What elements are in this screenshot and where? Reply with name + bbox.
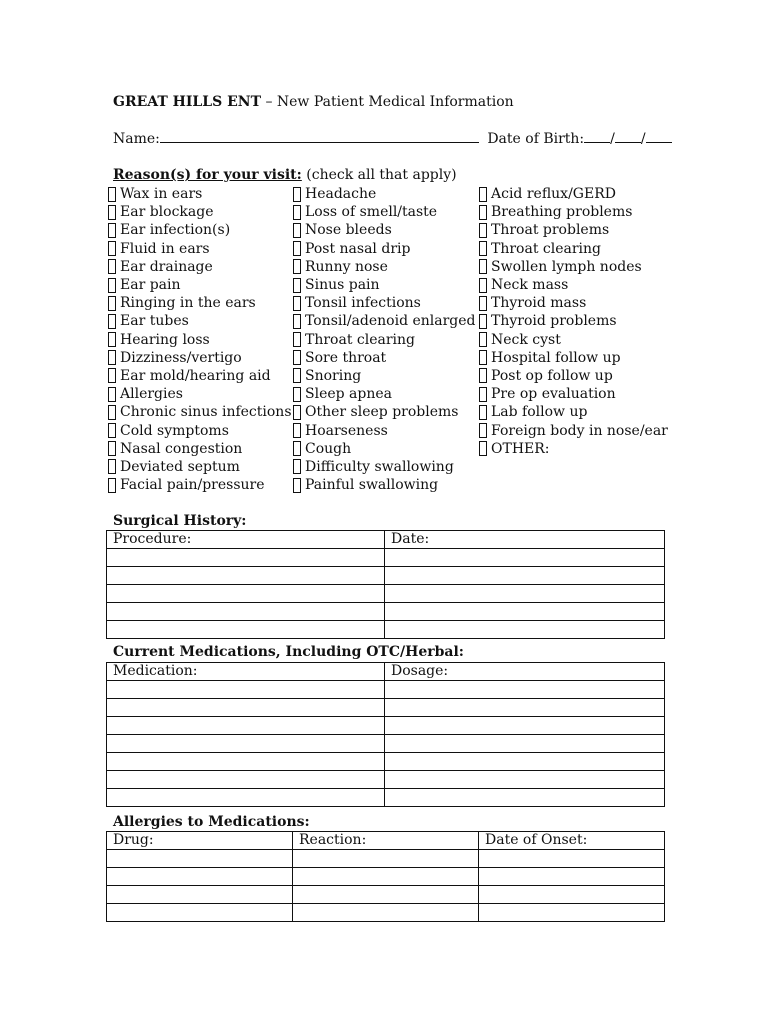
checkbox[interactable] (479, 387, 487, 402)
page-title (113, 94, 514, 110)
checkbox-label: Sinus pain (305, 277, 380, 294)
table-row (107, 789, 665, 807)
reaction-cell[interactable] (293, 850, 479, 868)
checkbox-label: Ear mold/hearing aid (120, 367, 271, 384)
reason-checkbox-item[interactable] (108, 385, 292, 403)
dob-separator: / (640, 131, 646, 147)
checkbox-label: Post op follow up (491, 367, 613, 384)
drug-cell[interactable] (107, 904, 293, 922)
checkbox-label: Snoring (305, 367, 362, 384)
checkbox[interactable] (479, 423, 487, 438)
reason-checkbox-item[interactable] (479, 421, 668, 439)
checkbox[interactable] (479, 205, 487, 220)
checkbox-label: Thyroid problems (491, 313, 617, 330)
checkbox[interactable] (108, 387, 116, 402)
reason-checkbox-item[interactable] (479, 349, 668, 367)
checkbox-label: Throat problems (491, 222, 610, 239)
checkbox-label: Other sleep problems (305, 404, 459, 421)
checkbox-label: Facial pain/pressure (120, 477, 265, 494)
procedure-cell[interactable] (107, 567, 385, 585)
date-cell[interactable] (385, 621, 665, 639)
checkbox[interactable] (479, 314, 487, 329)
table-row (107, 868, 665, 886)
reason-checkbox-item[interactable] (293, 440, 476, 458)
medications-table (106, 662, 665, 807)
drug-cell[interactable] (107, 868, 293, 886)
checkbox-label: Headache (305, 186, 377, 203)
checkbox-label: Difficulty swallowing (305, 458, 454, 475)
table-row (107, 717, 665, 735)
reason-checkbox-item[interactable] (293, 458, 476, 476)
checkbox[interactable] (479, 405, 487, 420)
checkbox[interactable] (479, 296, 487, 311)
checkbox[interactable] (293, 223, 301, 238)
checkbox-label: Breathing problems (491, 204, 633, 221)
dosage-cell[interactable] (385, 753, 665, 771)
reason-checkbox-item[interactable] (293, 349, 476, 367)
reason-checkbox-item[interactable] (293, 403, 476, 421)
table-row (107, 603, 665, 621)
procedure-header: Procedure: (107, 531, 385, 549)
checkbox-label: Chronic sinus infections (120, 404, 292, 421)
table-row (107, 904, 665, 922)
reason-checkbox-item[interactable] (108, 221, 292, 239)
reason-checkbox-item[interactable] (479, 403, 668, 421)
checkbox-label: Lab follow up (491, 404, 588, 421)
table-row (107, 585, 665, 603)
checkbox[interactable] (108, 368, 116, 383)
date-cell[interactable] (385, 603, 665, 621)
table-row (107, 753, 665, 771)
reaction-cell[interactable] (293, 868, 479, 886)
reason-checkbox-item[interactable] (293, 240, 476, 258)
checkbox[interactable] (108, 423, 116, 438)
table-row (107, 621, 665, 639)
checkbox[interactable] (108, 332, 116, 347)
checkbox[interactable] (108, 259, 116, 274)
date-header: Date: (385, 531, 665, 549)
reason-checkbox-item[interactable] (479, 294, 668, 312)
checkbox-label: OTHER: (491, 440, 550, 457)
checkbox-label: Fluid in ears (120, 240, 210, 257)
checkbox-label: Hearing loss (120, 331, 210, 348)
drug-cell[interactable] (107, 850, 293, 868)
checkbox[interactable] (108, 441, 116, 456)
checkbox[interactable] (479, 278, 487, 293)
reason-checkbox-item[interactable] (479, 185, 668, 203)
date-cell[interactable] (385, 549, 665, 567)
checkbox-label: Cold symptoms (120, 422, 229, 439)
medication-cell[interactable] (107, 717, 385, 735)
checkbox[interactable] (479, 241, 487, 256)
checkbox-label: Swollen lymph nodes (491, 258, 642, 275)
onset-cell[interactable] (479, 904, 665, 922)
drug-cell[interactable] (107, 886, 293, 904)
checkbox[interactable] (479, 368, 487, 383)
procedure-cell[interactable] (107, 621, 385, 639)
reason-checkbox-item[interactable] (108, 203, 292, 221)
checkbox-label: Ear pain (120, 277, 181, 294)
checkbox[interactable] (293, 350, 301, 365)
checkbox-label: Allergies (120, 386, 183, 403)
checkbox-label: Loss of smell/taste (305, 204, 438, 221)
checkbox[interactable] (108, 187, 116, 202)
checkbox[interactable] (108, 478, 116, 493)
checkbox-label: Dizziness/vertigo (120, 349, 242, 366)
reason-checkbox-item[interactable] (479, 203, 668, 221)
reaction-header: Reaction: (293, 832, 479, 850)
checkbox-label: Tonsil infections (305, 295, 421, 312)
checkbox-label: Tonsil/adenoid enlarged (305, 313, 476, 330)
table-row (107, 771, 665, 789)
reasons-note: (check all that apply) (306, 167, 457, 183)
reason-checkbox-item[interactable] (479, 367, 668, 385)
checkbox-label: Post nasal drip (305, 240, 411, 257)
reason-checkbox-item[interactable] (293, 294, 476, 312)
medication-cell[interactable] (107, 681, 385, 699)
reason-checkbox-item[interactable] (108, 421, 292, 439)
medications-title: Current Medications, Including OTC/Herbal: (113, 644, 464, 660)
table-row (107, 681, 665, 699)
reason-checkbox-item[interactable] (293, 258, 476, 276)
reason-checkbox-item[interactable] (108, 440, 292, 458)
checkbox[interactable] (293, 459, 301, 474)
checkbox-label: Deviated septum (120, 458, 240, 475)
reason-checkbox-item[interactable] (108, 294, 292, 312)
procedure-cell[interactable] (107, 549, 385, 567)
checkbox-label: Cough (305, 440, 352, 457)
checkbox[interactable] (108, 459, 116, 474)
table-row (107, 886, 665, 904)
reason-checkbox-item[interactable] (108, 331, 292, 349)
checkbox[interactable] (293, 278, 301, 293)
checkbox[interactable] (479, 259, 487, 274)
checkbox[interactable] (293, 368, 301, 383)
reason-checkbox-item[interactable] (479, 258, 668, 276)
checkbox-label: Ringing in the ears (120, 295, 256, 312)
checkbox[interactable] (293, 423, 301, 438)
onset-header: Date of Onset: (479, 832, 665, 850)
table-row (107, 735, 665, 753)
checkbox-label: Sore throat (305, 349, 387, 366)
allergies-table (106, 831, 665, 922)
checkbox-label: Ear blockage (120, 204, 214, 221)
dosage-cell[interactable] (385, 771, 665, 789)
reason-checkbox-item[interactable] (108, 276, 292, 294)
date-cell[interactable] (385, 585, 665, 603)
dosage-cell[interactable] (385, 717, 665, 735)
reason-checkbox-item[interactable] (479, 276, 668, 294)
dob-label: Date of Birth: (487, 131, 585, 147)
checkbox-label: Throat clearing (491, 240, 601, 257)
checkbox[interactable] (293, 296, 301, 311)
reason-checkbox-item[interactable] (108, 258, 292, 276)
table-row (107, 567, 665, 585)
table-row (107, 699, 665, 717)
reason-checkbox-item[interactable] (479, 240, 668, 258)
dob-day-field[interactable] (615, 130, 641, 143)
reason-checkbox-item[interactable] (479, 312, 668, 330)
reason-checkbox-item[interactable] (293, 203, 476, 221)
surgical-history-table (106, 530, 665, 639)
dosage-cell[interactable] (385, 681, 665, 699)
reasons-column-nose-throat (293, 185, 476, 494)
reason-checkbox-item[interactable] (108, 367, 292, 385)
dosage-cell[interactable] (385, 699, 665, 717)
reason-checkbox-item[interactable] (108, 476, 292, 494)
reason-checkbox-item[interactable] (479, 440, 668, 458)
surgical-history-title: Surgical History: (113, 513, 247, 529)
drug-header: Drug: (107, 832, 293, 850)
checkbox[interactable] (108, 241, 116, 256)
reason-checkbox-item[interactable] (293, 476, 476, 494)
reason-checkbox-item[interactable] (293, 312, 476, 330)
checkbox[interactable] (479, 223, 487, 238)
dob-year-field[interactable] (646, 130, 672, 143)
reaction-cell[interactable] (293, 886, 479, 904)
table-header-row (107, 663, 665, 681)
form-subtitle: – New Patient Medical Information (265, 94, 514, 110)
checkbox-label: Nasal congestion (120, 440, 243, 457)
name-field[interactable] (160, 130, 479, 143)
medication-cell[interactable] (107, 735, 385, 753)
checkbox[interactable] (108, 296, 116, 311)
procedure-cell[interactable] (107, 585, 385, 603)
checkbox-label: Wax in ears (120, 186, 203, 203)
checkbox[interactable] (293, 205, 301, 220)
reason-checkbox-item[interactable] (293, 385, 476, 403)
checkbox[interactable] (479, 332, 487, 347)
reason-checkbox-item[interactable] (293, 276, 476, 294)
checkbox[interactable] (293, 187, 301, 202)
reason-checkbox-item[interactable] (479, 221, 668, 239)
reasons-label: Reason(s) for your visit: (113, 167, 302, 183)
table-row (107, 850, 665, 868)
checkbox[interactable] (108, 223, 116, 238)
reasons-heading (113, 167, 457, 183)
date-cell[interactable] (385, 567, 665, 585)
onset-cell[interactable] (479, 850, 665, 868)
name-label: Name: (113, 131, 160, 147)
checkbox[interactable] (293, 314, 301, 329)
reason-checkbox-item[interactable] (108, 403, 292, 421)
medication-cell[interactable] (107, 789, 385, 807)
dosage-header: Dosage: (385, 663, 665, 681)
reason-checkbox-item[interactable] (108, 240, 292, 258)
reason-checkbox-item[interactable] (479, 385, 668, 403)
medication-cell[interactable] (107, 699, 385, 717)
checkbox-label: Ear tubes (120, 313, 189, 330)
checkbox-label: Foreign body in nose/ear (491, 422, 668, 439)
medication-header: Medication: (107, 663, 385, 681)
checkbox-label: Nose bleeds (305, 222, 392, 239)
checkbox-label: Acid reflux/GERD (491, 186, 616, 203)
reason-checkbox-item[interactable] (293, 331, 476, 349)
reaction-cell[interactable] (293, 904, 479, 922)
checkbox-label: Sleep apnea (305, 386, 393, 403)
reason-checkbox-item[interactable] (108, 458, 292, 476)
name-dob-row (113, 130, 672, 147)
reason-checkbox-item[interactable] (108, 349, 292, 367)
checkbox[interactable] (108, 314, 116, 329)
reasons-column-neck (479, 185, 668, 458)
reason-checkbox-item[interactable] (293, 367, 476, 385)
dosage-cell[interactable] (385, 789, 665, 807)
allergies-title: Allergies to Medications: (113, 814, 310, 830)
procedure-cell[interactable] (107, 603, 385, 621)
checkbox-label: Ear drainage (120, 258, 213, 275)
checkbox[interactable] (293, 332, 301, 347)
dosage-cell[interactable] (385, 735, 665, 753)
checkbox-label: Neck mass (491, 277, 569, 294)
checkbox[interactable] (293, 241, 301, 256)
checkbox[interactable] (293, 387, 301, 402)
reason-checkbox-item[interactable] (293, 185, 476, 203)
medication-cell[interactable] (107, 771, 385, 789)
checkbox[interactable] (108, 350, 116, 365)
checkbox-label: Painful swallowing (305, 477, 439, 494)
clinic-name: GREAT HILLS ENT (113, 94, 261, 110)
checkbox[interactable] (293, 405, 301, 420)
checkbox[interactable] (108, 278, 116, 293)
onset-cell[interactable] (479, 886, 665, 904)
checkbox-label: Neck cyst (491, 331, 561, 348)
reason-checkbox-item[interactable] (108, 185, 292, 203)
checkbox[interactable] (108, 405, 116, 420)
table-header-row (107, 531, 665, 549)
checkbox-label: Pre op evaluation (491, 386, 616, 403)
dob-separator: / (610, 131, 615, 147)
checkbox[interactable] (293, 478, 301, 493)
checkbox-label: Hospital follow up (491, 349, 621, 366)
checkbox[interactable] (479, 441, 487, 456)
onset-cell[interactable] (479, 868, 665, 886)
table-header-row (107, 832, 665, 850)
checkbox-label: Hoarseness (305, 422, 388, 439)
reason-checkbox-item[interactable] (293, 221, 476, 239)
checkbox-label: Runny nose (305, 258, 388, 275)
checkbox[interactable] (479, 350, 487, 365)
reason-checkbox-item[interactable] (479, 331, 668, 349)
checkbox[interactable] (293, 259, 301, 274)
checkbox[interactable] (479, 187, 487, 202)
medication-cell[interactable] (107, 753, 385, 771)
checkbox[interactable] (293, 441, 301, 456)
reason-checkbox-item[interactable] (108, 312, 292, 330)
checkbox-label: Throat clearing (305, 331, 415, 348)
checkbox-label: Thyroid mass (491, 295, 587, 312)
checkbox[interactable] (108, 205, 116, 220)
dob-month-field[interactable] (584, 130, 610, 143)
checkbox-label: Ear infection(s) (120, 222, 231, 239)
table-row (107, 549, 665, 567)
reason-checkbox-item[interactable] (293, 421, 476, 439)
reasons-column-ear (108, 185, 292, 494)
